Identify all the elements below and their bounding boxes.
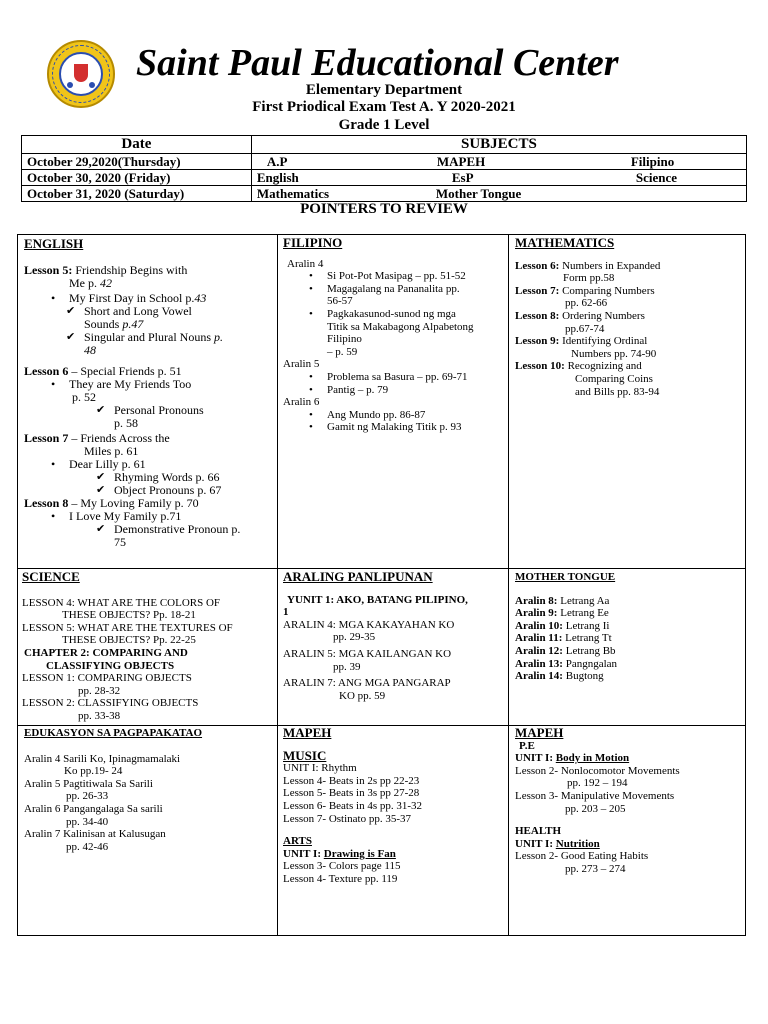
school-name: Saint Paul Educational Center [136, 42, 619, 84]
subject: Filipino [630, 154, 675, 169]
mathematics-title: MATHEMATICS [515, 235, 615, 250]
subject: MAPEH [436, 154, 486, 169]
health-title: HEALTH [515, 825, 562, 838]
exam-title: First Priodical Exam Test A. Y 2020-2021 [252, 99, 516, 115]
music-title: MUSIC [283, 747, 327, 763]
mother-tongue-section: MOTHER TONGUE Aralin 8: Letrang Aa Aralin 9: Letrang Ee Aralin 10: Letrang Ii Aralin 11: Letrang Tt Aralin 12: Letrang Bb Aralin 13: Pangngalan Aralin 14: Bugtong [515, 571, 743, 683]
review-grid [17, 234, 746, 936]
table-row [22, 186, 747, 202]
date-header: Date [22, 136, 252, 154]
esp-section: EDUKASYON SA PAGPAPAKATAO Aralin 4 Sarili Ko, Ipinagmamalaki Ko pp.19- 24 Aralin 5 Pagtitiwala Sa Sarili pp. 26-33 Aralin 6 Pangangalaga Sa sarili pp. 34-40 Aralin 7 Kalinisan at Kalusugan pp. 42-46 [24, 727, 274, 853]
mapeh-music-arts-section: MAPEH MUSIC UNIT I: Rhythm Lesson 4- Beats in 2s pp 22-23 Lesson 5- Beats in 3s pp 27-28 Lesson 6- Beats in 4s pp. 31-32 Lesson 7- Ostinato pp. 35-37 ARTS UNIT I: Drawing is Fan Lesson 3- Colors page 115 Lesson 4- Texture pp. 119 [283, 727, 505, 886]
mother-tongue-title: MOTHER TONGUE [515, 571, 616, 583]
mathematics-section: MATHEMATICS Lesson 6: Numbers in Expanded Form pp.58 Lesson 7: Comparing Numbers pp. 62-66 Lesson 8: Ordering Numbers pp.67-74 Lesson 9: Identifying Ordinal Numbers pp. 74-90 Lesson 10: Recognizing and Comparing Coins and Bills pp. 83-94 [515, 237, 743, 398]
english-title: ENGLISH [24, 236, 84, 251]
araling-panlipunan-title: ARALING PANLIPUNAN [283, 569, 433, 584]
table-row [22, 170, 747, 186]
pointers-title: POINTERS TO REVIEW [300, 201, 468, 217]
grade-level: Grade 1 Level [338, 117, 430, 133]
filipino-title: FILIPINO [283, 235, 343, 250]
subject: EsP [451, 170, 474, 185]
mapeh-pe-health-section: MAPEH P.E UNIT I: Body in Motion Lesson 2- Nonlocomotor Movements pp. 192 – 194 Lesson 3- Manipulative Movements pp. 203 – 205 HEALTH UNIT I: Nutrition Lesson 2- Good Eating Habits pp. 273 – 274 [515, 727, 743, 876]
mapeh-title: MAPEH [515, 725, 564, 740]
araling-panlipunan-section: ARALING PANLIPUNAN YUNIT 1: AKO, BATANG PILIPINO, 1 ARALIN 4: MGA KAKAYAHAN KO pp. 29-35 ARALIN 5: MGA KAILANGAN KO pp. 39 ARALIN 7: ANG MGA PANGARAP KO pp. 59 [283, 571, 505, 702]
subject: Mother Tongue [435, 186, 522, 201]
subject: English [256, 170, 299, 185]
subject: Science [635, 170, 678, 185]
pe-title: P.E [519, 739, 535, 752]
mapeh-title: MAPEH [283, 725, 332, 740]
exam-date: October 30, 2020 (Friday) [22, 170, 252, 186]
department: Elementary Department [305, 82, 463, 98]
english-section: ENGLISH Lesson 5: Friendship Begins with Me p. 42 • My First Day in School p.43 ✔ Short and Long Vowel Sounds p.47 ✔ Singular and Plural Nouns p. 48 Lesson 6 – Special Friends p. 51 • They are My Friends Too p. 52 ✔ Personal Pronouns p. 58 Lesson 7 – Friends Across the Miles p. 61 • Dear Lilly p. 61 ✔ Rhyming Words p. 66 ✔ Object Pronouns p. 67 Lesson 8 – My Loving Family p. 70 • I Love My Family p.71 ✔ Demonstrative Pronoun p. 75 [24, 237, 274, 549]
subjects-header: SUBJECTS [251, 136, 746, 154]
science-title: SCIENCE [22, 569, 80, 584]
filipino-section: FILIPINO Aralin 4 • Si Pot-Pot Masipag – pp. 51-52 • Magagalang na Pananalita pp. 56-57 • Pagkakasunod-sunod ng mga Titik sa Makabagong Alpabetong Filipino – p. 59 Aralin 5 • Problema sa Basura – pp. 69-71 • Pantig – p. 79 Aralin 6 • Ang Mundo pp. 86-87 • Gamit ng Malaking Titik p. 93 [283, 237, 505, 434]
subject: A.P [266, 154, 288, 169]
science-section: SCIENCE LESSON 4: WHAT ARE THE COLORS OF THESE OBJECTS? Pp. 18-21 LESSON 5: WHAT ARE THE TEXTURES OF THESE OBJECTS? Pp. 22-25 CHAPTER 2: COMPARING AND CLASSIFYING OBJECTS LESSON 1: COMPARING OBJECTS pp. 28-32 LESSON 2: CLASSIFYING OBJECTS pp. 33-38 [22, 571, 276, 723]
exam-date: October 31, 2020 (Saturday) [22, 186, 252, 202]
exam-schedule-table [21, 135, 747, 202]
arts-title: ARTS [283, 835, 312, 848]
table-row [22, 154, 747, 170]
subject: Mathematics [256, 186, 330, 201]
exam-date: October 29,2020(Thursday) [22, 154, 252, 170]
esp-title: EDUKASYON SA PAGPAPAKATAO [24, 727, 203, 739]
